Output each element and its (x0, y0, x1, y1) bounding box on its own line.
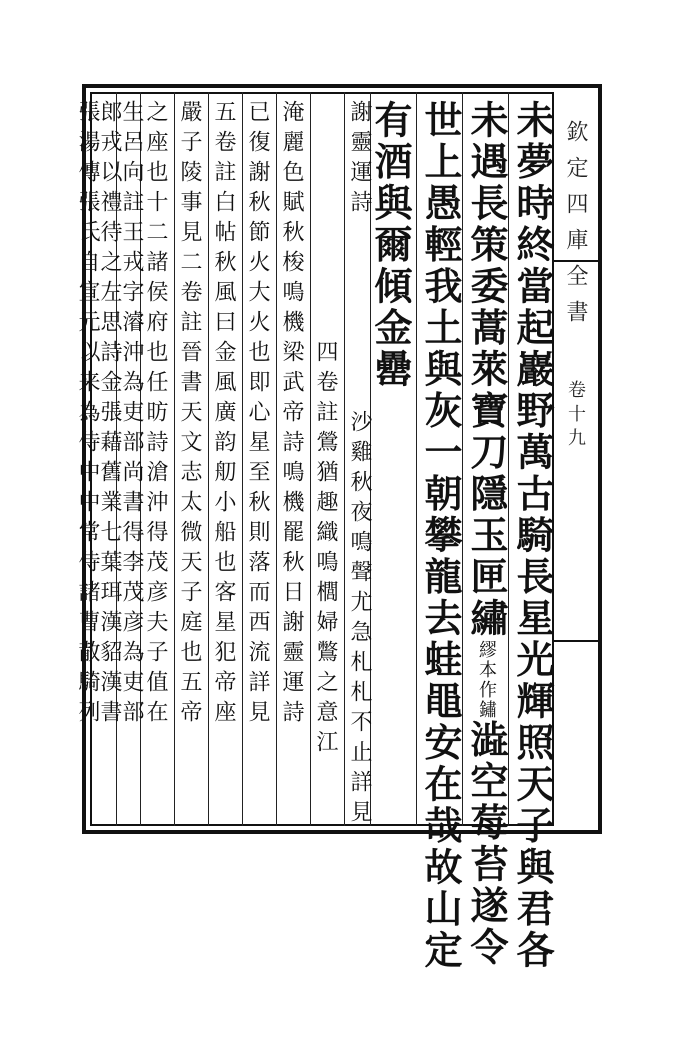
inline-annotation: 繆本作鏽 (476, 639, 497, 720)
column-text: 五卷註白帖秋風曰金風廣韵舠小船也客星犯帝座 (211, 100, 236, 730)
text-column-4 (368, 100, 413, 820)
column-text: 四卷註鶯猶趣織鳴櫚婦鷩之意江 (313, 340, 338, 760)
column-text: 未遇長策委蒿萊寶刀隱玉匣繡 (464, 100, 509, 640)
text-column-3 (418, 100, 463, 972)
column-text-continued: 澁空莓苔遂令 (464, 719, 509, 969)
column-text: 淹麗色賦秋梭鳴機梁武帝詩鳴機罷秋日謝靈運詩 (279, 100, 304, 730)
column-text: 嚴子陵事見二卷註晉書天文志太微天子庭也五帝 (177, 100, 202, 730)
column-text: 沙雞秋夜鳴聲尤急札札不止詳見 (347, 410, 372, 830)
column-rule (344, 92, 345, 826)
annotation-column-4b (346, 100, 372, 380)
commentary-column-8 (74, 100, 100, 820)
column-rule (276, 92, 277, 826)
annotation-column-4c (312, 340, 338, 1060)
commentary-column-3 (210, 100, 236, 820)
column-rule (174, 92, 175, 826)
column-text: 有酒與爾傾金罍 (368, 100, 413, 391)
commentary-column-4 (176, 100, 202, 820)
column-text: 生呂向註王戎字濬沖為吏部尚書得李茂彦為吏部 (119, 100, 144, 730)
column-text: 未夢時終當起巖野萬古騎長星光輝照天子與君各 (510, 100, 555, 972)
text-column-2 (464, 100, 509, 969)
column-text: 之座也十二諸侯府也任昉詩滄沖得茂彦夫子值在 (143, 100, 168, 730)
column-rule (208, 92, 209, 826)
column-text: 張湯傳張氏自宣元以来為侍中中常侍諸曹散騎列 (75, 100, 100, 730)
column-text: 世上愚輕我土與灰一朝攀龍去蛙黽安在哉故山定 (418, 100, 463, 972)
column-rule (242, 92, 243, 826)
commentary-column-5 (142, 100, 168, 820)
column-text: 郎戎以禮待之左思詩金張藉舊業七葉珥漢貂漢書 (97, 100, 122, 730)
margin-volume: 卷十九 (565, 380, 586, 452)
margin-header: 欽定四庫全書 (563, 120, 588, 336)
column-rule (416, 92, 417, 826)
commentary-column-2 (244, 100, 270, 820)
column-text: 已復謝秋節火大火也即心星至秋則落而西流詳見 (245, 100, 270, 730)
column-rule (310, 92, 311, 826)
commentary-column-1 (278, 100, 304, 820)
text-column-1 (510, 100, 555, 972)
column-text: 謝靈運詩 (347, 100, 372, 220)
